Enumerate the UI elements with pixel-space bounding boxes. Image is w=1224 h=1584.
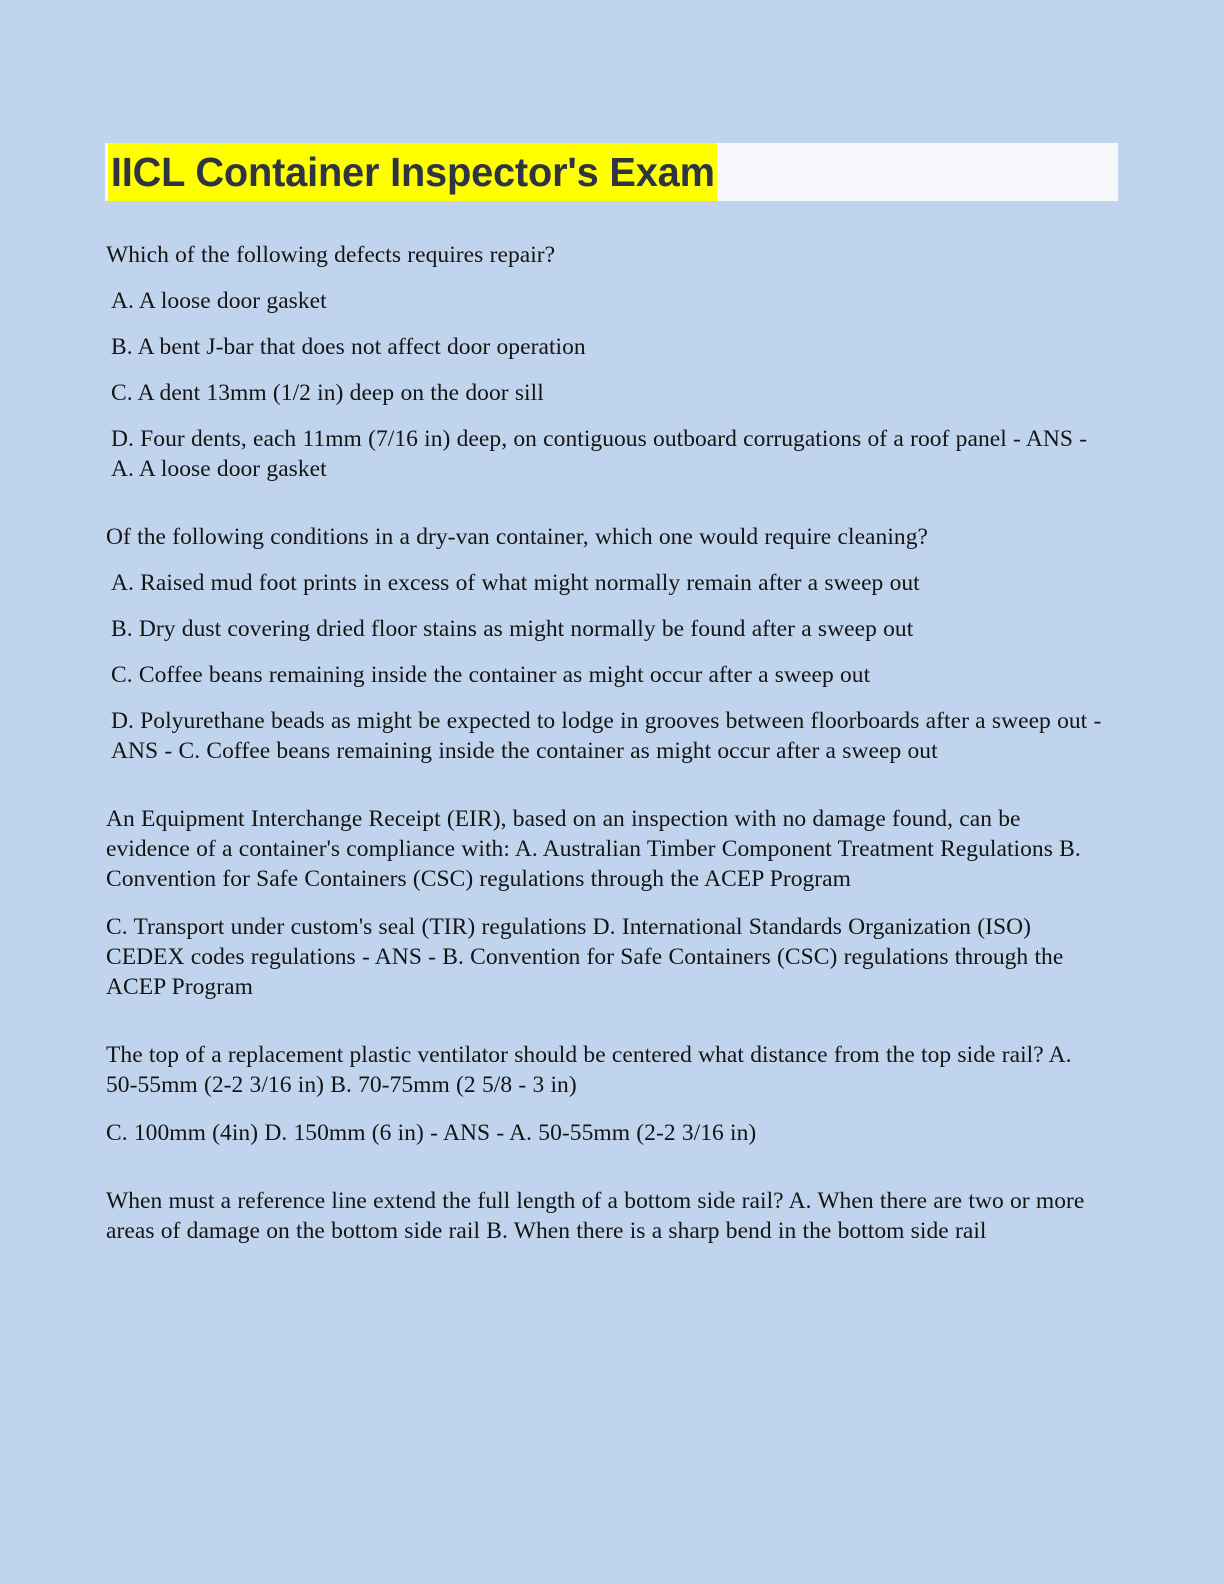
question-block-1 bbox=[106, 240, 1104, 484]
answer-option-b: B. Dry dust covering dried floor stains as might normally be found after a sweep out bbox=[111, 616, 914, 642]
answer-option-c: C. Coffee beans remaining inside the container as might occur after a sweep out bbox=[111, 662, 871, 688]
question-prompt: Which of the following defects requires repair? bbox=[106, 242, 556, 268]
answer-option-a: A. A loose door gasket bbox=[111, 288, 327, 314]
title-band bbox=[105, 143, 1118, 201]
question-block-3 bbox=[106, 804, 1104, 1002]
answer-option-d: D. Four dents, each 11mm (7/16 in) deep, on contiguous outboard corrugations of a roof panel - ANS - A. A loose door gasket bbox=[111, 426, 1088, 482]
question-block-5 bbox=[106, 1186, 1104, 1246]
answer-option-c: C. A dent 13mm (1/2 in) deep on the door sill bbox=[111, 380, 544, 406]
answer-paragraph: C. Transport under custom's seal (TIR) regulations D. International Standards Organization (ISO) CEDEX codes regulations - ANS - B. Convention for Safe Containers (CSC) regulations through the ACEP Program bbox=[106, 914, 1064, 1000]
document-body bbox=[106, 240, 1104, 1246]
answer-option-d: D. Polyurethane beads as might be expected to lodge in grooves between floorboards after a sweep out - ANS - C. Coffee beans remaining inside the container as might occur after a sweep out bbox=[111, 708, 1102, 764]
answer-option-a: A. Raised mud foot prints in excess of what might normally remain after a sweep out bbox=[111, 570, 920, 596]
answer-paragraph: C. 100mm (4in) D. 150mm (6 in) - ANS - A. 50-55mm (2-2 3/16 in) bbox=[106, 1120, 757, 1146]
question-paragraph: An Equipment Interchange Receipt (EIR), based on an inspection with no damage found, can be evidence of a container's compliance with: A. Australian Timber Component Treatment Regulations B. Convention for Safe Containers (CSC) regulations through the ACEP Program bbox=[106, 806, 1081, 892]
question-block-2 bbox=[106, 522, 1104, 766]
question-paragraph: When must a reference line extend the full length of a bottom side rail? A. When there are two or more areas of damage on the bottom side rail B. When there is a sharp bend in the bottom side rail bbox=[106, 1188, 1085, 1244]
question-block-4 bbox=[106, 1040, 1104, 1148]
question-paragraph: The top of a replacement plastic ventilator should be centered what distance from the top side rail? A. 50-55mm (2-2 3/16 in) B. 70-75mm (2 5/8 - 3 in) bbox=[106, 1042, 1072, 1098]
answer-option-b: B. A bent J-bar that does not affect door operation bbox=[111, 334, 586, 360]
question-prompt: Of the following conditions in a dry-van container, which one would require cleaning? bbox=[106, 524, 928, 550]
page-title: IICL Container Inspector's Exam bbox=[108, 143, 717, 201]
